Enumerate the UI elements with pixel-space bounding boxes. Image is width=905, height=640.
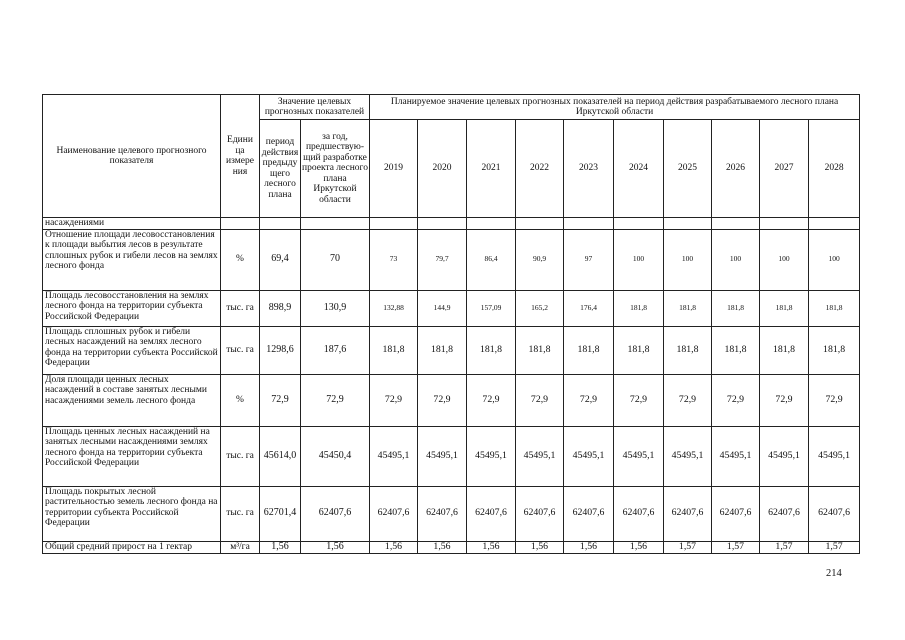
header-year: 2019 [370,120,418,218]
previous-plan-value [260,218,301,230]
indicator-name: Площадь покрытых лесной растительностью земель лесного фонда на территории субъекта Российской Федерации [43,486,221,541]
year-value: 1,57 [664,541,712,553]
year-value: 176,4 [564,290,614,326]
year-value: 181,8 [564,326,614,374]
year-value [516,218,564,230]
year-value: 45495,1 [564,426,614,486]
header-year: 2025 [664,120,712,218]
year-value: 62407,6 [760,486,809,541]
year-value: 1,56 [614,541,664,553]
year-value: 72,9 [418,374,467,426]
year-value: 62407,6 [467,486,516,541]
indicator-name: Доля площади ценных лесных насаждений в составе занятых лесными насаждениями земель лесного фонда [43,374,221,426]
indicator-unit: % [221,374,260,426]
year-value: 181,8 [712,326,760,374]
header-planned-values: Планируемое значение целевых прогнозных показателей на период действия разрабатываемого лесного плана Иркутской области [370,95,860,120]
year-value: 62407,6 [564,486,614,541]
header-indicator-name: Наименование целевого прогнозного показателя [43,95,221,218]
year-value: 1,57 [712,541,760,553]
indicator-unit [221,218,260,230]
indicator-unit: тыс. га [221,326,260,374]
year-value: 45495,1 [712,426,760,486]
table-row [43,541,860,553]
table-row [43,426,860,486]
indicator-name: насаждениями [43,218,221,230]
year-value: 90,9 [516,229,564,290]
year-value: 181,8 [712,290,760,326]
year-value: 100 [760,229,809,290]
year-value: 181,8 [664,326,712,374]
year-value: 72,9 [467,374,516,426]
table-row [43,218,860,230]
year-value: 100 [712,229,760,290]
year-value: 181,8 [614,290,664,326]
year-before-value: 187,6 [301,326,370,374]
year-value: 181,8 [664,290,712,326]
table-row [43,326,860,374]
year-value: 72,9 [664,374,712,426]
year-value: 181,8 [760,290,809,326]
header-year: 2021 [467,120,516,218]
header-year-before-project: за год, предшествую-щий разработке проекта лесного плана Иркутской области [301,120,370,218]
year-value: 72,9 [614,374,664,426]
year-value: 132,88 [370,290,418,326]
year-value: 181,8 [809,326,860,374]
year-value: 144,9 [418,290,467,326]
year-value: 100 [664,229,712,290]
year-value: 45495,1 [664,426,712,486]
indicator-unit: тыс. га [221,486,260,541]
header-previous-plan-period: период действия предыду щего лесного плана [260,120,301,218]
previous-plan-value: 898,9 [260,290,301,326]
year-value: 181,8 [809,290,860,326]
header-target-values: Значение целевых прогнозных показателей [260,95,370,120]
year-value: 62407,6 [712,486,760,541]
year-value: 181,8 [760,326,809,374]
indicator-unit: тыс. га [221,426,260,486]
year-value: 157,09 [467,290,516,326]
year-before-value: 72,9 [301,374,370,426]
year-value: 181,8 [370,326,418,374]
year-value: 73 [370,229,418,290]
year-value: 1,56 [370,541,418,553]
year-value [614,218,664,230]
previous-plan-value: 1298,6 [260,326,301,374]
year-value: 181,8 [467,326,516,374]
year-value: 1,57 [809,541,860,553]
year-value: 45495,1 [809,426,860,486]
indicator-unit: тыс. га [221,290,260,326]
year-value: 45495,1 [370,426,418,486]
indicator-unit: м³/га [221,541,260,553]
year-value: 1,57 [760,541,809,553]
year-value: 97 [564,229,614,290]
year-value: 72,9 [760,374,809,426]
header-year: 2022 [516,120,564,218]
year-value [809,218,860,230]
previous-plan-value: 1,56 [260,541,301,553]
indicator-name: Общий средний прирост на 1 гектар [43,541,221,553]
table-row [43,229,860,290]
year-value: 45495,1 [467,426,516,486]
year-value: 45495,1 [418,426,467,486]
year-value [564,218,614,230]
year-value: 86,4 [467,229,516,290]
forecast-indicators-table [42,94,860,554]
year-value: 1,56 [418,541,467,553]
indicator-name: Площадь лесовосстановления на землях лесного фонда на территории субъекта Российской Федерации [43,290,221,326]
indicator-unit: % [221,229,260,290]
year-value: 62407,6 [664,486,712,541]
year-value: 181,8 [418,326,467,374]
year-before-value [301,218,370,230]
header-year: 2027 [760,120,809,218]
year-value: 62407,6 [614,486,664,541]
header-unit: Едини ца измере ния [221,95,260,218]
year-value: 72,9 [516,374,564,426]
header-year: 2024 [614,120,664,218]
header-year: 2020 [418,120,467,218]
indicator-name: Площадь сплошных рубок и гибели лесных насаждений на землях лесного фонда на территории субъекта Российской Федерации [43,326,221,374]
year-value: 72,9 [809,374,860,426]
year-value: 62407,6 [418,486,467,541]
year-value: 165,2 [516,290,564,326]
page-number: 214 [826,568,842,579]
year-value: 45495,1 [614,426,664,486]
year-value: 181,8 [516,326,564,374]
year-value: 62407,6 [516,486,564,541]
year-value: 45495,1 [516,426,564,486]
year-value: 62407,6 [370,486,418,541]
header-year: 2023 [564,120,614,218]
previous-plan-value: 62701,4 [260,486,301,541]
table-row [43,290,860,326]
year-value: 62407,6 [809,486,860,541]
year-before-value: 45450,4 [301,426,370,486]
year-value [418,218,467,230]
year-value: 100 [809,229,860,290]
indicator-name: Отношение площади лесовосстановления к площади выбытия лесов в результате сплошных рубок и гибели лесов на землях лесного фонда [43,229,221,290]
year-value [760,218,809,230]
year-value [664,218,712,230]
table-row [43,486,860,541]
year-before-value: 130,9 [301,290,370,326]
year-before-value: 62407,6 [301,486,370,541]
header-year: 2026 [712,120,760,218]
previous-plan-value: 72,9 [260,374,301,426]
year-value: 100 [614,229,664,290]
year-value: 1,56 [564,541,614,553]
year-value [370,218,418,230]
previous-plan-value: 69,4 [260,229,301,290]
year-before-value: 70 [301,229,370,290]
table-row [43,374,860,426]
year-value: 72,9 [564,374,614,426]
year-before-value: 1,56 [301,541,370,553]
year-value: 1,56 [516,541,564,553]
year-value: 181,8 [614,326,664,374]
year-value: 45495,1 [760,426,809,486]
year-value: 72,9 [712,374,760,426]
year-value [467,218,516,230]
year-value [712,218,760,230]
indicator-name: Площадь ценных лесных насаждений на занятых лесными насаждениями землях лесного фонда на территории субъекта Российской Федерации [43,426,221,486]
previous-plan-value: 45614,0 [260,426,301,486]
year-value: 72,9 [370,374,418,426]
year-value: 79,7 [418,229,467,290]
header-year: 2028 [809,120,860,218]
year-value: 1,56 [467,541,516,553]
